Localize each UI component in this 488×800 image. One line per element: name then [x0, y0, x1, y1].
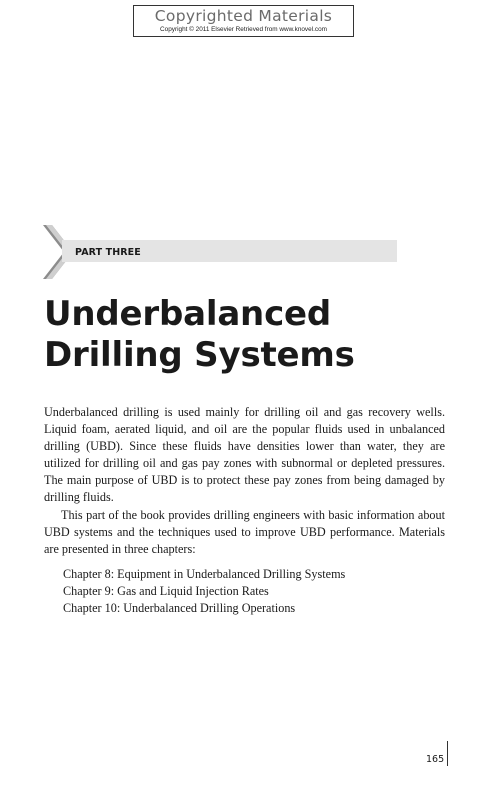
page-number-rule [447, 741, 448, 766]
paragraph-2: This part of the book provides drilling engineers with basic information about UBD systems and the techniques used to improve UBD performance. Materials are presented in three chapters: [44, 507, 445, 556]
stamp-subtitle: Copyright © 2011 Elsevier Retrieved from www.knovel.com [160, 26, 327, 33]
chapter-item: Chapter 9: Gas and Liquid Injection Rates [63, 583, 269, 598]
paragraph-1: Underbalanced drilling is used mainly for drilling oil and gas recovery wells. Liquid foam, aerated liquid, and oil are the popular fluids used in unbalanced drilling (UBD). Since these fluids have densities lower than water, they are utilized for drilling oil and gas pay zones with subnormal or depleted pressures. The main purpose of UBD is to protect these pay zones from being damaged by drilling fluids. [44, 405, 445, 505]
copyright-stamp [133, 5, 354, 37]
page-number: 165 [426, 754, 445, 765]
part-label: PART THREE [75, 247, 141, 258]
page-title: Underbalanced Drilling Systems [44, 294, 355, 375]
body-text [44, 404, 445, 617]
chapter-list [44, 566, 445, 617]
chapter-item: Chapter 8: Equipment in Underbalanced Drilling Systems [63, 566, 346, 581]
stamp-title: Copyrighted Materials [154, 7, 333, 25]
chapter-item: Chapter 10: Underbalanced Drilling Operations [63, 600, 296, 615]
